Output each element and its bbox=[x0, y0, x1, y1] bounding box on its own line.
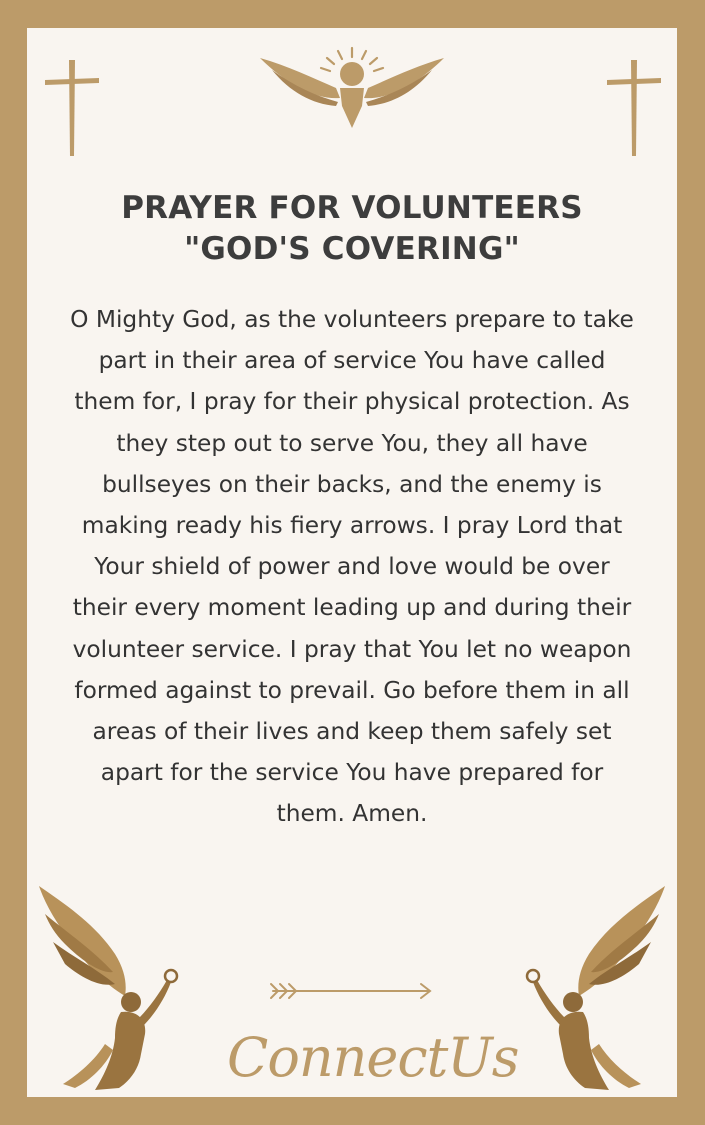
angel-icon bbox=[519, 884, 669, 1094]
arrow-icon bbox=[269, 979, 435, 1003]
winged-sun-icon bbox=[258, 44, 446, 130]
angel-icon bbox=[35, 884, 185, 1094]
brand-logo: ConnectUs bbox=[227, 1026, 519, 1089]
cross-icon bbox=[43, 58, 101, 158]
title-line-2: "GOD'S COVERING" bbox=[184, 231, 520, 267]
title-line-1: PRAYER FOR VOLUNTEERS bbox=[121, 190, 583, 226]
page-title bbox=[27, 188, 677, 270]
prayer-card bbox=[27, 28, 677, 1097]
cross-icon bbox=[605, 58, 663, 158]
prayer-text: O Mighty God, as the volunteers prepare to take part in their area of service You have called them for, I pray for their physical protection. As they step out to serve You, they all have bullseyes on their backs, and the enemy is making ready his fiery arrows. I pray Lord that Your shield of power and love would be over their every moment leading up and during their volunteer service. I pray that You let no weapon formed against to prevail. Go before them in all areas of their lives and keep them safely set apart for the service You have prepared for them. Amen. bbox=[70, 306, 634, 828]
